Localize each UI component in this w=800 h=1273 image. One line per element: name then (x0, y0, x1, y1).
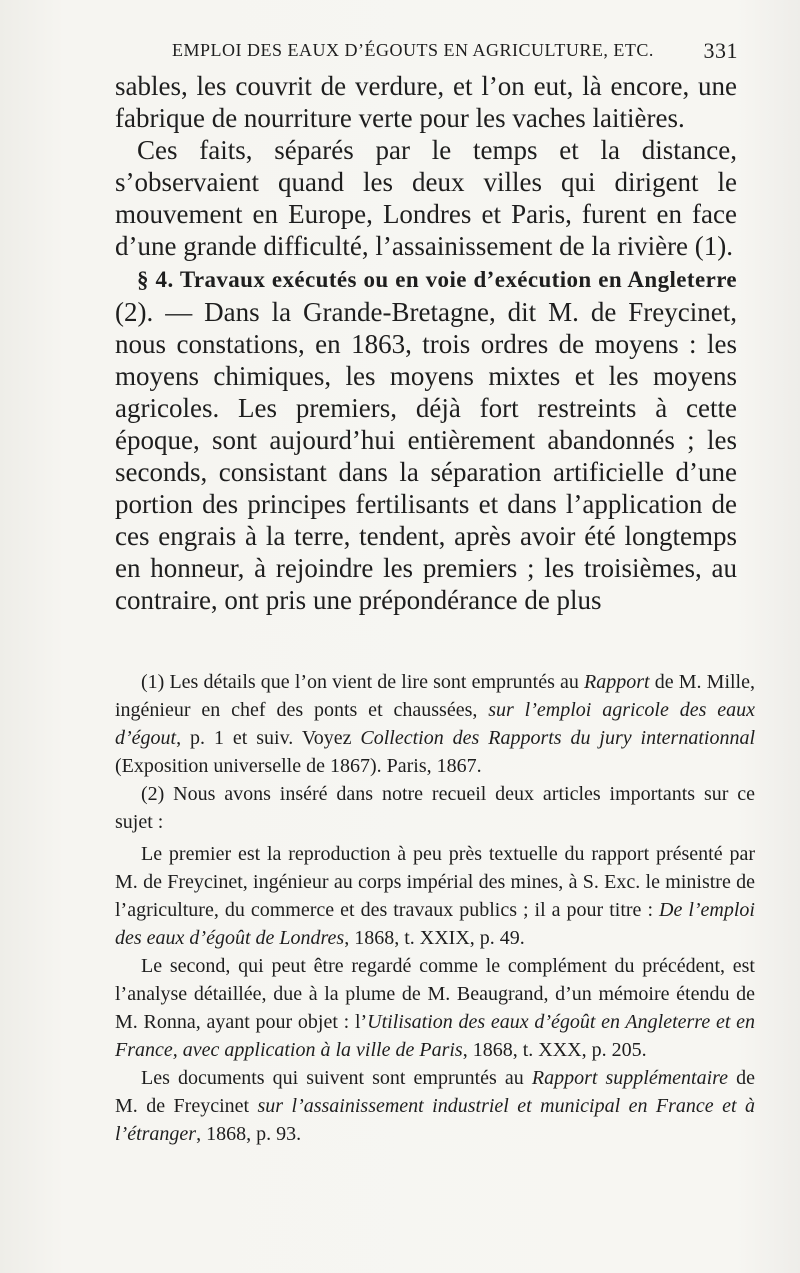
section-heading: § 4. Travaux exécutés ou en voie d’exécution en Angleterre (137, 267, 737, 292)
footnote-text: , p. 1 et suiv. Voyez (176, 727, 361, 749)
footnote-text: , 1868, t. XXX, p. 205. (462, 1039, 647, 1061)
footnote-text: de M. de Freycinet (115, 1067, 756, 1117)
footnote-text: Le second, qui peut être regardé comme le complément du précédent, est l’analyse détaillée, due à la plume de M. Beaugrand, d’un mémoire étendu de M. Ronna, ayant pour objet : l’ (115, 955, 755, 1033)
section-paragraph (115, 262, 737, 616)
footnote-text: , 1868, p. 93. (196, 1123, 302, 1145)
footnote-text: Le premier est la reproduction à peu près textuelle du rapport présenté par M. de Freycinet, ingénieur au corps impérial des mines, à S. Exc. le ministre de l’agriculture, du commerce et des travaux publics ; il a pour titre : (115, 843, 755, 921)
footnote-italic: Collection des Rapports du jury internationnal (360, 727, 756, 749)
footnote-text: de M. Mille, ingénieur en chef des ponts et chaussées, (115, 671, 755, 721)
footnote-italic: Rapport (584, 671, 650, 693)
footnote-2-third (115, 1064, 755, 1148)
page-number: 331 (703, 38, 738, 63)
footnote-2: (2) Nous avons inséré dans notre recueil deux articles importants sur ce sujet : (115, 783, 755, 833)
paragraph-continued: sables, les couvrit de verdure, et l’on eut, là encore, une fabrique de nourriture verte pour les vaches laitières. (115, 71, 737, 133)
footnote-italic: Utilisation des eaux d’égoût en Angleterre et en France, avec application à la ville de Paris (115, 1011, 755, 1061)
page-header (115, 36, 738, 68)
main-text (115, 70, 737, 616)
footnote-text: (1) Les détails que l’on vient de lire sont empruntés au (141, 671, 585, 693)
footnote-text: (Exposition universelle de 1867). Paris, 1867. (115, 755, 482, 777)
paragraph: Ces faits, séparés par le temps et la distance, s’observaient quand les deux villes qui dirigent le mouvement en Europe, Londres et Paris, furent en face d’une grande difficulté, l’assainissement de la rivière (1). (115, 135, 737, 261)
footnote-2-second (115, 952, 755, 1064)
footnote-text: Les documents qui suivent sont empruntés au (141, 1067, 532, 1089)
footnote-1 (115, 668, 755, 780)
footnote-2-first (115, 840, 755, 952)
footnotes (115, 668, 755, 1148)
footnote-text: , 1868, t. XXIX, p. 49. (344, 927, 525, 949)
running-title: EMPLOI DES EAUX D’ÉGOUTS EN AGRICULTURE, ETC. (172, 40, 654, 60)
footnote-italic: De l’emploi des eaux d’égoût de Londres (115, 899, 755, 949)
footnote-italic: Rapport supplémentaire (531, 1067, 729, 1089)
footnote-italic: sur l’assainissement industriel et municipal en France et à l’étranger (115, 1095, 755, 1145)
footnote-italic: sur l’emploi agricole des eaux d’égout (115, 699, 756, 749)
section-text: (2). — Dans la Grande-Bretagne, dit M. de Freycinet, nous constations, en 1863, trois ordres de moyens : les moyens chimiques, les moyens mixtes et les moyens agricoles. Les premiers, déjà fort restreints à cette époque, sont aujourd’hui entièrement abandonnés ; les seconds, consistant dans la séparation artificielle d’une portion des principes fertilisants et dans l’application de ces engrais à la terre, tendent, après avoir été longtemps en honneur, à rejoindre les premiers ; les troisièmes, au contraire, ont pris une prépondérance de plus (115, 297, 737, 615)
